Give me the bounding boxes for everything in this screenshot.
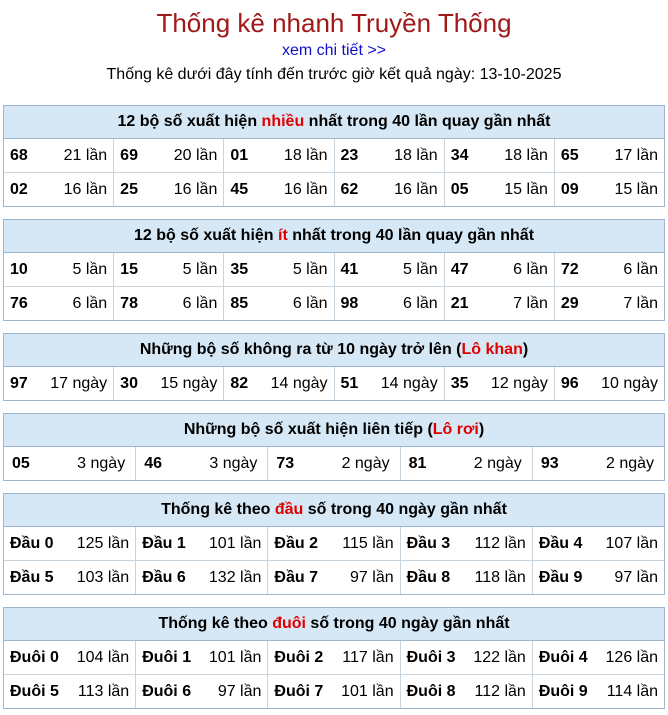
table-row bbox=[4, 367, 664, 400]
stat-count: 118 lần bbox=[474, 568, 526, 586]
stat-number: 82 bbox=[230, 374, 249, 392]
stat-number: Đuôi 2 bbox=[274, 648, 324, 666]
stat-count: 2 ngày bbox=[341, 454, 390, 472]
stat-number: Đầu 8 bbox=[406, 568, 451, 586]
stat-number: Đuôi 1 bbox=[142, 648, 192, 666]
stat-count: 117 lần bbox=[342, 648, 394, 666]
table-row bbox=[4, 560, 664, 594]
stat-cell bbox=[223, 367, 333, 400]
stat-cell bbox=[554, 367, 664, 400]
heading-text: ) bbox=[522, 341, 529, 358]
table-row bbox=[4, 527, 664, 560]
stat-count: 20 lần bbox=[173, 146, 218, 164]
page-title: Thống kê nhanh Truyền Thống bbox=[156, 8, 512, 38]
stat-count: 16 lần bbox=[63, 180, 108, 198]
stat-number: Đầu 0 bbox=[10, 534, 54, 552]
heading-text: nhất trong 40 lần quay gần nhất bbox=[304, 113, 551, 130]
stat-count: 6 lần bbox=[402, 294, 438, 312]
stat-number: 93 bbox=[540, 454, 559, 472]
stat-cell bbox=[267, 561, 399, 594]
heading-text: Thống kê theo bbox=[158, 615, 273, 632]
stat-number: Đầu 1 bbox=[142, 534, 186, 552]
stat-number: 02 bbox=[10, 180, 28, 198]
stat-number: 05 bbox=[12, 454, 30, 472]
table-row bbox=[4, 641, 664, 674]
stat-count: 5 lần bbox=[292, 260, 328, 278]
stat-count: 115 lần bbox=[342, 534, 394, 552]
stat-count: 126 lần bbox=[605, 648, 659, 666]
stat-number: 85 bbox=[230, 294, 249, 312]
stat-count: 7 lần bbox=[513, 294, 548, 312]
stat-count: 107 lần bbox=[605, 534, 659, 552]
heading-highlight: đầu bbox=[274, 501, 304, 518]
table-row bbox=[4, 253, 664, 286]
stat-count: 6 lần bbox=[72, 294, 108, 312]
stat-count: 101 lần bbox=[341, 682, 394, 700]
table-row bbox=[4, 674, 664, 708]
section-heading bbox=[4, 106, 664, 139]
stat-number: 21 bbox=[450, 294, 469, 312]
most-frequent-section bbox=[3, 105, 665, 207]
stat-number: Đuôi 4 bbox=[538, 648, 588, 666]
stat-count: 113 lần bbox=[77, 682, 130, 700]
stat-cell bbox=[223, 173, 333, 206]
stat-number: 35 bbox=[450, 374, 469, 392]
stat-cell bbox=[334, 253, 444, 286]
stat-number: 45 bbox=[230, 180, 249, 198]
stat-count: 112 lần bbox=[474, 682, 526, 700]
stat-cell bbox=[554, 253, 664, 286]
stat-count: 16 lần bbox=[394, 180, 438, 198]
stat-count: 5 lần bbox=[72, 260, 108, 278]
stat-number: 05 bbox=[450, 180, 469, 198]
page-header bbox=[0, 0, 668, 85]
stat-count: 14 ngày bbox=[380, 374, 438, 392]
duoi-stats-section bbox=[3, 607, 665, 709]
stat-count: 114 lần bbox=[606, 682, 659, 700]
stat-number: 97 bbox=[10, 374, 28, 392]
section-heading bbox=[4, 608, 664, 641]
heading-text: Thống kê theo bbox=[161, 501, 275, 518]
heading-text: 12 bộ số xuất hiện bbox=[133, 227, 278, 244]
heading-highlight: đuôi bbox=[272, 615, 306, 632]
stat-count: 6 lần bbox=[513, 260, 548, 278]
stat-cell bbox=[334, 367, 444, 400]
stat-count: 6 lần bbox=[623, 260, 659, 278]
stat-number: 62 bbox=[340, 180, 359, 198]
stat-count: 97 lần bbox=[350, 568, 394, 586]
stat-cell bbox=[444, 139, 554, 172]
stat-number: 23 bbox=[340, 146, 359, 164]
stat-number: Đầu 9 bbox=[538, 568, 583, 586]
stat-cell bbox=[532, 561, 664, 594]
stat-number: 34 bbox=[450, 146, 469, 164]
stat-cell bbox=[267, 447, 399, 480]
heading-highlight: Lô khan bbox=[461, 341, 523, 358]
stat-count: 132 lần bbox=[208, 568, 262, 586]
stat-cell bbox=[4, 561, 135, 594]
stat-cell bbox=[135, 447, 267, 480]
heading-text: 12 bộ số xuất hiện bbox=[117, 113, 262, 130]
stat-count: 7 lần bbox=[623, 294, 659, 312]
stat-number: 96 bbox=[560, 374, 579, 392]
stat-cell bbox=[400, 447, 532, 480]
stat-number: 68 bbox=[10, 146, 28, 164]
stat-cell bbox=[223, 253, 333, 286]
stat-cell bbox=[532, 527, 664, 560]
stat-count: 101 lần bbox=[208, 648, 262, 666]
heading-highlight: ít bbox=[278, 227, 288, 244]
table-row bbox=[4, 172, 664, 206]
stat-number: Đuôi 7 bbox=[274, 682, 324, 700]
heading-text: Những bộ số không ra từ 10 ngày trở lên ( bbox=[139, 341, 462, 358]
stat-cell bbox=[334, 287, 444, 320]
section-heading bbox=[4, 494, 664, 527]
heading-text: nhất trong 40 lần quay gần nhất bbox=[287, 227, 535, 244]
stat-cell bbox=[4, 139, 113, 172]
dau-stats-section bbox=[3, 493, 665, 595]
stat-count: 5 lần bbox=[182, 260, 218, 278]
table-row bbox=[4, 139, 664, 172]
stat-count: 125 lần bbox=[76, 534, 130, 552]
stat-number: 25 bbox=[120, 180, 138, 198]
stat-cell bbox=[4, 641, 135, 674]
stat-count: 14 ngày bbox=[270, 374, 328, 392]
heading-highlight: nhiều bbox=[261, 113, 305, 130]
stat-cell bbox=[4, 253, 113, 286]
stat-count: 6 lần bbox=[292, 294, 328, 312]
stat-count: 21 lần bbox=[63, 146, 108, 164]
stat-cell bbox=[267, 527, 399, 560]
stat-count: 16 lần bbox=[173, 180, 218, 198]
stat-cell bbox=[334, 139, 444, 172]
stat-count: 15 lần bbox=[504, 180, 548, 198]
stat-count: 2 ngày bbox=[473, 454, 522, 472]
stat-cell bbox=[113, 287, 223, 320]
least-frequent-section bbox=[3, 219, 665, 321]
stat-number: 01 bbox=[230, 146, 249, 164]
stat-cell bbox=[135, 641, 267, 674]
stat-cell bbox=[532, 447, 664, 480]
stat-cell bbox=[400, 641, 532, 674]
stat-count: 2 ngày bbox=[605, 454, 655, 472]
stat-cell bbox=[4, 287, 113, 320]
stat-count: 97 lần bbox=[614, 568, 659, 586]
section-heading bbox=[4, 414, 664, 447]
stat-number: 65 bbox=[560, 146, 579, 164]
stat-count: 6 lần bbox=[182, 294, 218, 312]
stat-count: 104 lần bbox=[76, 648, 130, 666]
stat-cell bbox=[554, 173, 664, 206]
stat-number: 41 bbox=[340, 260, 359, 278]
stat-count: 5 lần bbox=[402, 260, 438, 278]
stat-number: Đuôi 6 bbox=[142, 682, 192, 700]
table-row bbox=[4, 447, 664, 480]
stat-number: 30 bbox=[120, 374, 138, 392]
stat-count: 112 lần bbox=[474, 534, 526, 552]
heading-highlight: Lô rơi bbox=[432, 421, 479, 438]
stat-cell bbox=[444, 367, 554, 400]
stat-number: Đầu 7 bbox=[274, 568, 318, 586]
stat-count: 101 lần bbox=[208, 534, 262, 552]
stat-count: 16 lần bbox=[283, 180, 328, 198]
stat-number: Đuôi 5 bbox=[10, 682, 59, 700]
stat-number: Đầu 3 bbox=[406, 534, 451, 552]
stat-number: Đuôi 3 bbox=[406, 648, 456, 666]
stat-count: 17 ngày bbox=[50, 374, 108, 392]
stat-number: 69 bbox=[120, 146, 138, 164]
stat-cell bbox=[113, 139, 223, 172]
stat-number: 46 bbox=[144, 454, 162, 472]
stat-count: 15 lần bbox=[614, 180, 659, 198]
stat-cell bbox=[334, 173, 444, 206]
heading-text: ) bbox=[478, 421, 485, 438]
stat-count: 17 lần bbox=[614, 146, 659, 164]
stat-cell bbox=[4, 527, 135, 560]
stat-cell bbox=[554, 287, 664, 320]
stat-cell bbox=[113, 253, 223, 286]
stat-number: 81 bbox=[408, 454, 427, 472]
stat-cell bbox=[444, 173, 554, 206]
stat-number: 29 bbox=[560, 294, 579, 312]
stat-count: 97 lần bbox=[217, 682, 262, 700]
stat-cell bbox=[444, 287, 554, 320]
stat-number: Đầu 4 bbox=[538, 534, 583, 552]
stat-count: 18 lần bbox=[504, 146, 548, 164]
stat-number: 10 bbox=[10, 260, 28, 278]
stat-number: 72 bbox=[560, 260, 579, 278]
stat-count: 15 ngày bbox=[160, 374, 218, 392]
stat-cell bbox=[267, 641, 399, 674]
lo-khan-section bbox=[3, 333, 665, 401]
section-heading bbox=[4, 334, 664, 367]
stat-cell bbox=[223, 287, 333, 320]
heading-text: số trong 40 ngày gần nhất bbox=[305, 615, 510, 632]
stat-count: 3 ngày bbox=[209, 454, 258, 472]
stat-number: 47 bbox=[450, 260, 469, 278]
stat-cell bbox=[4, 675, 135, 708]
stat-cell bbox=[400, 561, 532, 594]
details-link[interactable]: xem chi tiết >> bbox=[281, 42, 387, 59]
stat-cell bbox=[4, 173, 113, 206]
stat-cell bbox=[267, 675, 399, 708]
heading-text: số trong 40 ngày gần nhất bbox=[303, 501, 507, 518]
stat-number: 09 bbox=[560, 180, 579, 198]
stat-number: Đuôi 0 bbox=[10, 648, 59, 666]
stat-number: 51 bbox=[340, 374, 359, 392]
stat-count: 122 lần bbox=[473, 648, 526, 666]
stat-count: 18 lần bbox=[283, 146, 328, 164]
stat-cell bbox=[400, 675, 532, 708]
lo-roi-section bbox=[3, 413, 665, 481]
section-heading bbox=[4, 220, 664, 253]
stat-count: 18 lần bbox=[394, 146, 438, 164]
stat-cell bbox=[135, 527, 267, 560]
heading-text: Những bộ số xuất hiện liên tiếp ( bbox=[183, 421, 433, 438]
stat-cell bbox=[554, 139, 664, 172]
stat-cell bbox=[223, 139, 333, 172]
stat-number: Đuôi 8 bbox=[406, 682, 456, 700]
stat-cell bbox=[532, 675, 664, 708]
stat-number: 98 bbox=[340, 294, 359, 312]
stat-number: 76 bbox=[10, 294, 28, 312]
stat-number: Đầu 2 bbox=[274, 534, 318, 552]
stat-cell bbox=[113, 173, 223, 206]
stat-count: 3 ngày bbox=[77, 454, 126, 472]
stat-number: Đuôi 9 bbox=[538, 682, 588, 700]
stat-number: Đầu 5 bbox=[10, 568, 54, 586]
stat-cell bbox=[135, 675, 267, 708]
stat-cell bbox=[135, 561, 267, 594]
stat-cell bbox=[444, 253, 554, 286]
stat-number: 73 bbox=[276, 454, 295, 472]
page-subtitle: Thống kê dưới đây tính đến trước giờ kết quả ngày: 13-10-2025 bbox=[106, 66, 562, 83]
stat-number: 78 bbox=[120, 294, 138, 312]
stat-number: Đầu 6 bbox=[142, 568, 186, 586]
stat-count: 12 ngày bbox=[490, 374, 548, 392]
stat-number: 35 bbox=[230, 260, 249, 278]
stat-cell bbox=[4, 447, 135, 480]
stat-count: 103 lần bbox=[76, 568, 130, 586]
stat-cell bbox=[4, 367, 113, 400]
table-row bbox=[4, 286, 664, 320]
stat-cell bbox=[532, 641, 664, 674]
stat-cell bbox=[113, 367, 223, 400]
stat-cell bbox=[400, 527, 532, 560]
stat-number: 15 bbox=[120, 260, 138, 278]
stat-count: 10 ngày bbox=[601, 374, 659, 392]
